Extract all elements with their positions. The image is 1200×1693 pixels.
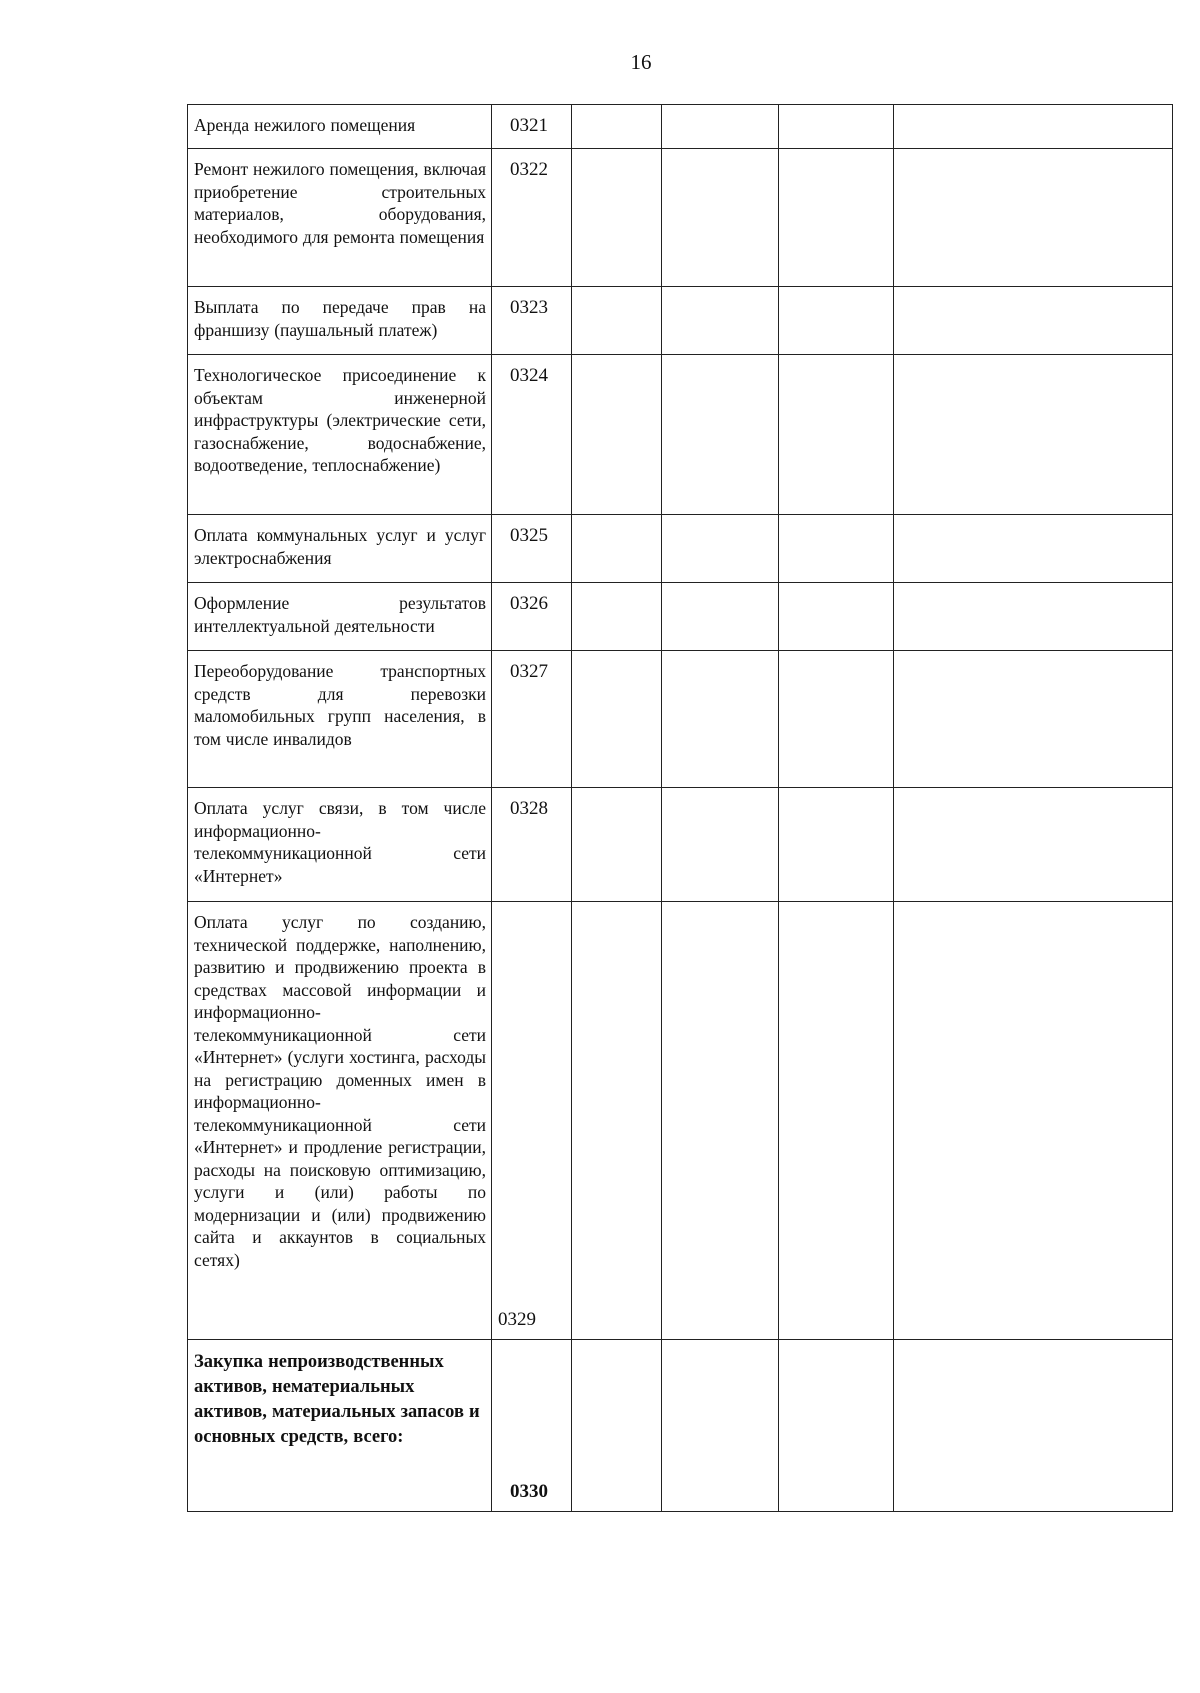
- value-cell-3[interactable]: [779, 287, 894, 355]
- row-name-cell: [188, 788, 492, 902]
- row-name: Ремонт нежилого помещения, включая приобретение строительных материалов, оборудования, необходимого для ремонта помещения: [194, 159, 486, 247]
- value-cell-1[interactable]: [572, 902, 662, 1340]
- row-name: Оплата услуг по созданию, технической поддержке, наполнению, развитию и продвижению проекта в средствах массовой информации и информационно-телекоммуникационной сети «Интернет» (услуги хостинга, расходы на регистрацию доменных имен в информационно-телекоммуникационной сети «Интернет» и продление регистрации, расходы на поисковую оптимизацию, услуги и (или) работы по модернизации и (или) продвижению сайта и аккаунтов в социальных сетях): [194, 912, 486, 1270]
- value-cell-4[interactable]: [894, 1340, 1173, 1512]
- value-cell-2[interactable]: [662, 105, 779, 149]
- value-cell-4[interactable]: [894, 515, 1173, 583]
- row-name: Технологическое присоединение к объектам инженерной инфраструктуры (электрические сети, газоснабжение, водоснабжение, водоотведение, теплоснабжение): [194, 365, 486, 475]
- value-cell-2[interactable]: [662, 902, 779, 1340]
- value-cell-4[interactable]: [894, 355, 1173, 515]
- value-cell-3[interactable]: [779, 105, 894, 149]
- row-code-cell: [492, 515, 572, 583]
- row-name: Выплата по передаче прав на франшизу (паушальный платеж): [194, 297, 486, 340]
- row-name-cell: [188, 149, 492, 287]
- value-cell-2[interactable]: [662, 515, 779, 583]
- row-code: 0322: [510, 159, 548, 180]
- value-cell-4[interactable]: [894, 788, 1173, 902]
- row-name-cell: [188, 583, 492, 651]
- row-name: Закупка непроизводственных активов, нематериальных активов, материальных запасов и основных средств, всего:: [194, 1352, 480, 1447]
- value-cell-1[interactable]: [572, 105, 662, 149]
- value-cell-3[interactable]: [779, 1340, 894, 1512]
- row-code: 0325: [510, 525, 548, 546]
- row-code-cell: [492, 149, 572, 287]
- row-name-cell: [188, 651, 492, 788]
- table-row: [188, 583, 1173, 651]
- value-cell-1[interactable]: [572, 651, 662, 788]
- row-name-cell: [188, 355, 492, 515]
- page-number: 16: [630, 50, 652, 74]
- value-cell-2[interactable]: [662, 788, 779, 902]
- row-code-cell: [492, 902, 572, 1340]
- value-cell-3[interactable]: [779, 355, 894, 515]
- table-row: [188, 105, 1173, 149]
- value-cell-3[interactable]: [779, 902, 894, 1340]
- row-code-cell: [492, 287, 572, 355]
- value-cell-2[interactable]: [662, 651, 779, 788]
- value-cell-4[interactable]: [894, 902, 1173, 1340]
- value-cell-3[interactable]: [779, 583, 894, 651]
- value-cell-3[interactable]: [779, 149, 894, 287]
- row-code-cell: [492, 1340, 572, 1512]
- row-code: 0327: [510, 661, 548, 682]
- value-cell-1[interactable]: [572, 355, 662, 515]
- row-code: 0324: [510, 365, 548, 386]
- value-cell-1[interactable]: [572, 287, 662, 355]
- row-code: 0329: [498, 1308, 536, 1330]
- row-name-cell: [188, 105, 492, 149]
- row-code-cell: [492, 105, 572, 149]
- row-name-cell: [188, 902, 492, 1340]
- row-code: 0323: [510, 297, 548, 318]
- table-row: [188, 788, 1173, 902]
- row-name: Оплата услуг связи, в том числе информационно-телекоммуникационной сети «Интернет»: [194, 798, 486, 886]
- table-row: [188, 515, 1173, 583]
- value-cell-4[interactable]: [894, 583, 1173, 651]
- value-cell-2[interactable]: [662, 355, 779, 515]
- row-code: 0326: [510, 593, 548, 614]
- value-cell-3[interactable]: [779, 788, 894, 902]
- value-cell-2[interactable]: [662, 583, 779, 651]
- row-name: Переоборудование транспортных средств для перевозки маломобильных групп населения, в том числе инвалидов: [194, 661, 486, 749]
- table-row: [188, 149, 1173, 287]
- value-cell-1[interactable]: [572, 1340, 662, 1512]
- table-row-total: [188, 1340, 1173, 1512]
- value-cell-3[interactable]: [779, 515, 894, 583]
- value-cell-4[interactable]: [894, 149, 1173, 287]
- table-row: [188, 287, 1173, 355]
- row-code-cell: [492, 583, 572, 651]
- row-code-cell: [492, 788, 572, 902]
- row-code: 0330: [510, 1480, 548, 1502]
- row-name: Аренда нежилого помещения: [194, 115, 416, 135]
- value-cell-1[interactable]: [572, 583, 662, 651]
- value-cell-4[interactable]: [894, 105, 1173, 149]
- row-name-cell: [188, 515, 492, 583]
- row-code-cell: [492, 355, 572, 515]
- value-cell-1[interactable]: [572, 788, 662, 902]
- row-code: 0321: [510, 115, 548, 136]
- row-name-cell: [188, 287, 492, 355]
- row-name: Оплата коммунальных услуг и услуг электроснабжения: [194, 525, 486, 568]
- table-row: [188, 902, 1173, 1340]
- value-cell-3[interactable]: [779, 651, 894, 788]
- value-cell-2[interactable]: [662, 1340, 779, 1512]
- row-name: Оформление результатов интеллектуальной деятельности: [194, 593, 486, 636]
- value-cell-4[interactable]: [894, 287, 1173, 355]
- value-cell-4[interactable]: [894, 651, 1173, 788]
- table-row: [188, 651, 1173, 788]
- row-code: 0328: [510, 798, 548, 819]
- row-code-cell: [492, 651, 572, 788]
- value-cell-2[interactable]: [662, 149, 779, 287]
- table-row: [188, 355, 1173, 515]
- value-cell-2[interactable]: [662, 287, 779, 355]
- value-cell-1[interactable]: [572, 515, 662, 583]
- row-name-cell: [188, 1340, 492, 1512]
- expense-table: [187, 104, 1173, 1512]
- value-cell-1[interactable]: [572, 149, 662, 287]
